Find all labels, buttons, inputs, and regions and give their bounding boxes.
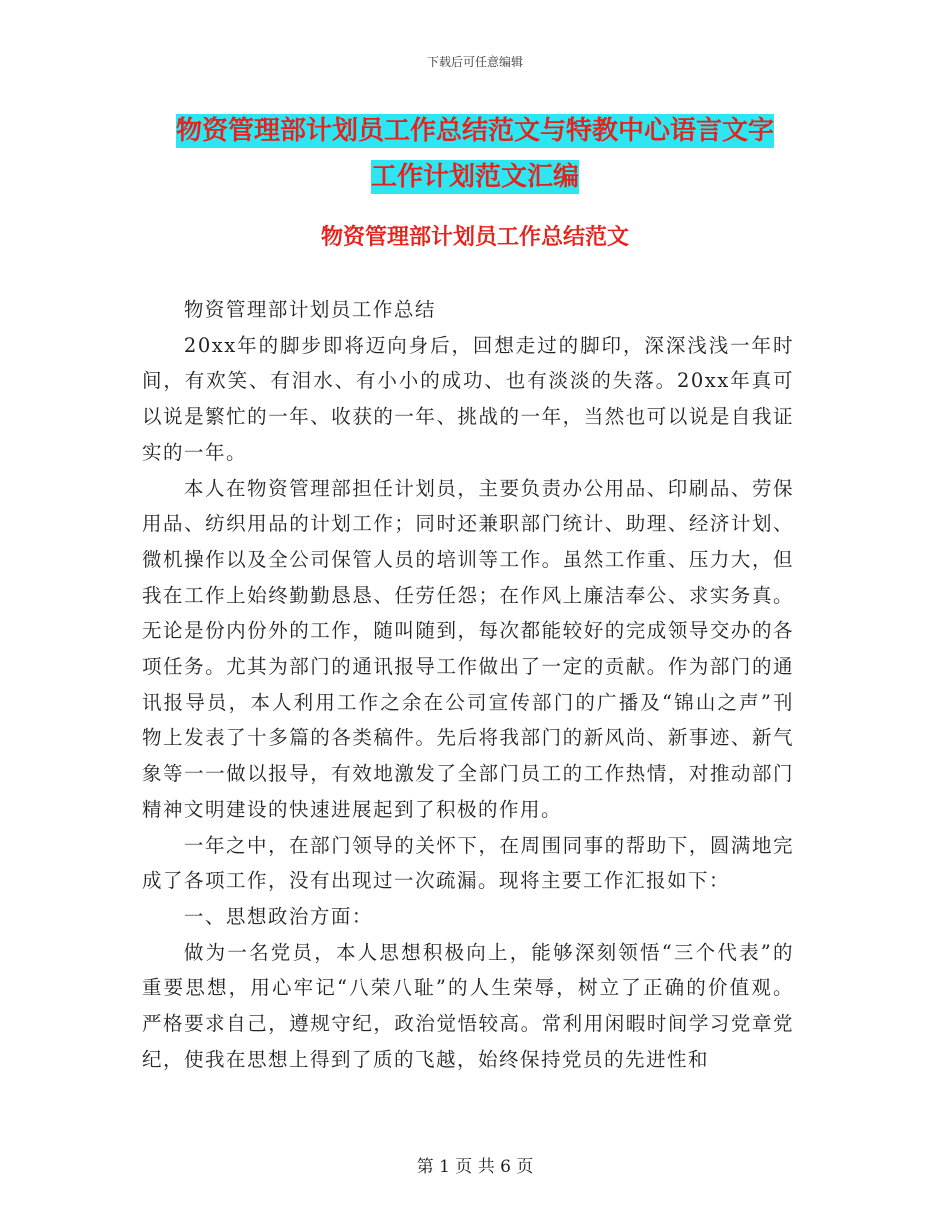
document-title-line-2: 工作计划范文汇编: [370, 162, 579, 192]
document-title-line-1: 物资管理部计划员工作总结范文与特教中心语言文字: [175, 116, 774, 146]
document-title: [140, 108, 810, 200]
paragraph: 本人在物资管理部担任计划员，主要负责办公用品、印刷品、劳保用品、纺织用品的计划工作；同时还兼职部门统计、助理、经济计划、微机操作以及全公司保管人员的培训等工作。虽然工作重、压力大，但我在工作上始终勤勤恳恳、任劳任怨；在作风上廉洁奉公、求实务真。无论是份内份外的工作，随叫随到，每次都能较好的完成领导交办的各项任务。尤其为部门的通讯报导工作做出了一定的贡献。作为部门的通讯报导员，本人利用工作之余在公司宣传部门的广播及“锦山之声”刊物上发表了十多篇的各类稿件。先后将我部门的新风尚、新事迹、新气象等一一做以报导，有效地激发了全部门员工的工作热情，对推动部门精神文明建设的快速进展起到了积极的作用。: [142, 476, 794, 821]
page-number-footer: 第 1 页 共 6 页: [416, 1157, 534, 1177]
paragraph: 物资管理部计划员工作总结: [183, 298, 436, 321]
paragraph: 一年之中，在部门领导的关怀下，在周围同事的帮助下，圆满地完成了各项工作，没有出现过一次疏漏。现将主要工作汇报如下：: [142, 833, 794, 893]
body-text: [142, 292, 794, 1077]
section-title: 物资管理部计划员工作总结范文: [320, 225, 629, 250]
header-note: 下载后可任意编辑: [426, 55, 523, 69]
paragraph: 做为一名党员，本人思想积极向上，能够深刻领悟“三个代表”的重要思想，用心牢记“八荣八耻”的人生荣辱，树立了正确的价值观。严格要求自己，遵规守纪，政治觉悟较高。常利用闲暇时间学习党章党纪，使我在思想上得到了质的飞越，始终保持党员的先进性和: [142, 940, 794, 1071]
paragraph: 一、思想政治方面：: [183, 904, 373, 928]
paragraph: 20xx年的脚步即将迈向身后，回想走过的脚印，深深浅浅一年时间，有欢笑、有泪水、有小小的成功、也有淡淡的失落。20xx年真可以说是繁忙的一年、收获的一年、挑战的一年，当然也可以说是自我证实的一年。: [142, 333, 794, 464]
